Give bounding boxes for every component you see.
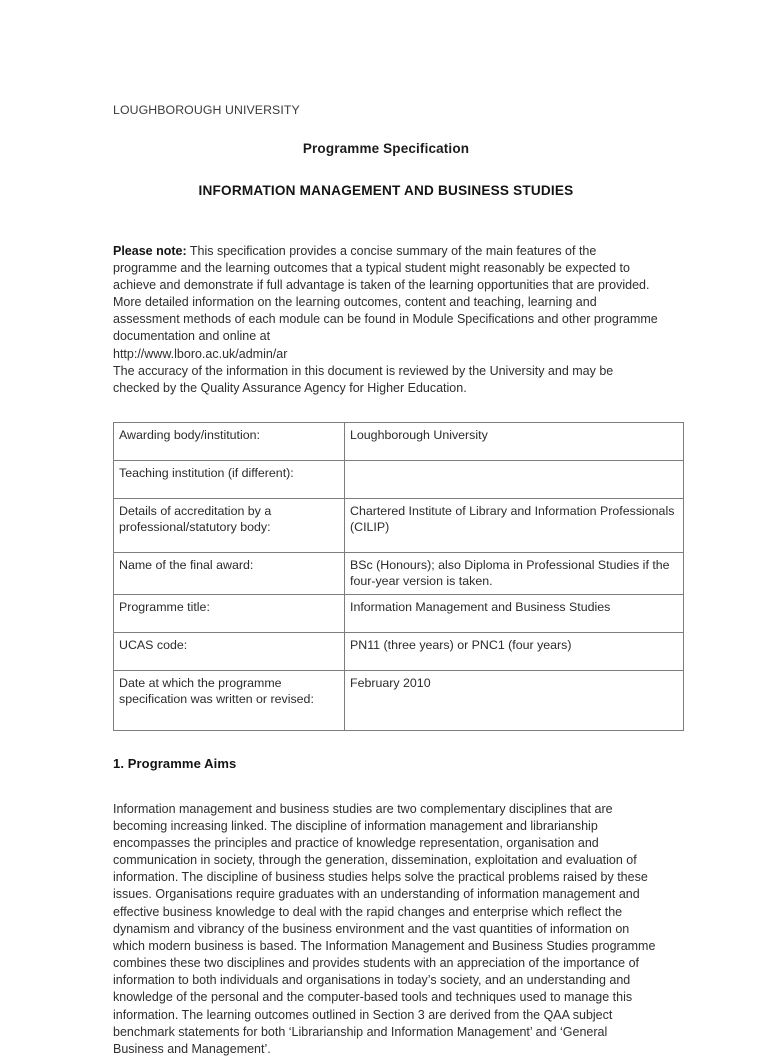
table-row [114, 670, 684, 730]
please-note-label: Please note: [113, 244, 187, 258]
programme-title-heading: INFORMATION MANAGEMENT AND BUSINESS STUDIES [198, 183, 574, 198]
accuracy-statement: The accuracy of the information in this document is reviewed by the University and may be checked by the Quality Assurance Agency for Higher Education. [113, 363, 614, 395]
table-row [114, 422, 684, 460]
row-label: Awarding body/institution: [114, 422, 345, 460]
organisation-name: LOUGHBOROUGH UNIVERSITY [113, 103, 300, 117]
document-title: Programme Specification [302, 141, 470, 156]
section-body-programme-aims: Information management and business studies are two complementary disciplines that are becoming increasing linked. The discipline of information management and librarianship encompasses the principles and practice of knowledge representation, organisation and communication in society, through the generation, dissemination, exploitation and evaluation of information. The discipline of business studies helps solve the practical problems raised by these issues. Organisations require graduates with an understanding of information management and effective business knowledge to deal with the rapid changes and enterprise which reflect the dynamism and vibrancy of the business environment and the vast quantities of information on which modern business is based. The Information Management and Business Studies programme combines these two disciplines and provides students with an appreciation of the importance of information to both individuals and organisations in today’s society, and an understanding and knowledge of the personal and the computer-based tools and techniques used to manage this information. The learning outcomes outlined in Section 3 are derived from the QAA subject benchmark statements for both ‘Librarianship and Information Management’ and ‘General Business and Management’. [113, 801, 656, 1056]
programme-details-table [113, 422, 684, 731]
row-label: Programme title: [114, 594, 345, 632]
row-label: Date at which the programme specification was written or revised: [114, 670, 345, 730]
table-row [114, 552, 684, 594]
table-row [114, 594, 684, 632]
row-label: UCAS code: [114, 632, 345, 670]
programme-url: http://www.lboro.ac.uk/admin/ar [113, 346, 288, 361]
row-value: February 2010 [345, 670, 684, 730]
row-value: Information Management and Business Studies [345, 594, 684, 632]
row-value: Loughborough University [345, 422, 684, 460]
row-value [345, 460, 684, 498]
table-row [114, 498, 684, 552]
please-note-paragraph [113, 243, 659, 346]
page-content [113, 103, 675, 1058]
section-heading-programme-aims: 1. Programme Aims [113, 755, 237, 771]
row-value: BSc (Honours); also Diploma in Professional Studies if the four-year version is taken. [345, 552, 684, 594]
row-label: Details of accreditation by a professional/statutory body: [114, 498, 345, 552]
row-value: Chartered Institute of Library and Information Professionals (CILIP) [345, 498, 684, 552]
please-note-text: This specification provides a concise summary of the main features of the programme and the learning outcomes that a typical student might reasonably be expected to achieve and demonstrate if full advantage is taken of the learning opportunities that are provided. More detailed information on the learning outcomes, content and teaching, learning and assessment methods of each module can be found in Module Specifications and other programme documentation and online at [113, 244, 658, 344]
table-row [114, 632, 684, 670]
table-row [114, 460, 684, 498]
row-label: Teaching institution (if different): [114, 460, 345, 498]
row-label: Name of the final award: [114, 552, 345, 594]
row-value: PN11 (three years) or PNC1 (four years) [345, 632, 684, 670]
please-note-block [113, 243, 659, 397]
